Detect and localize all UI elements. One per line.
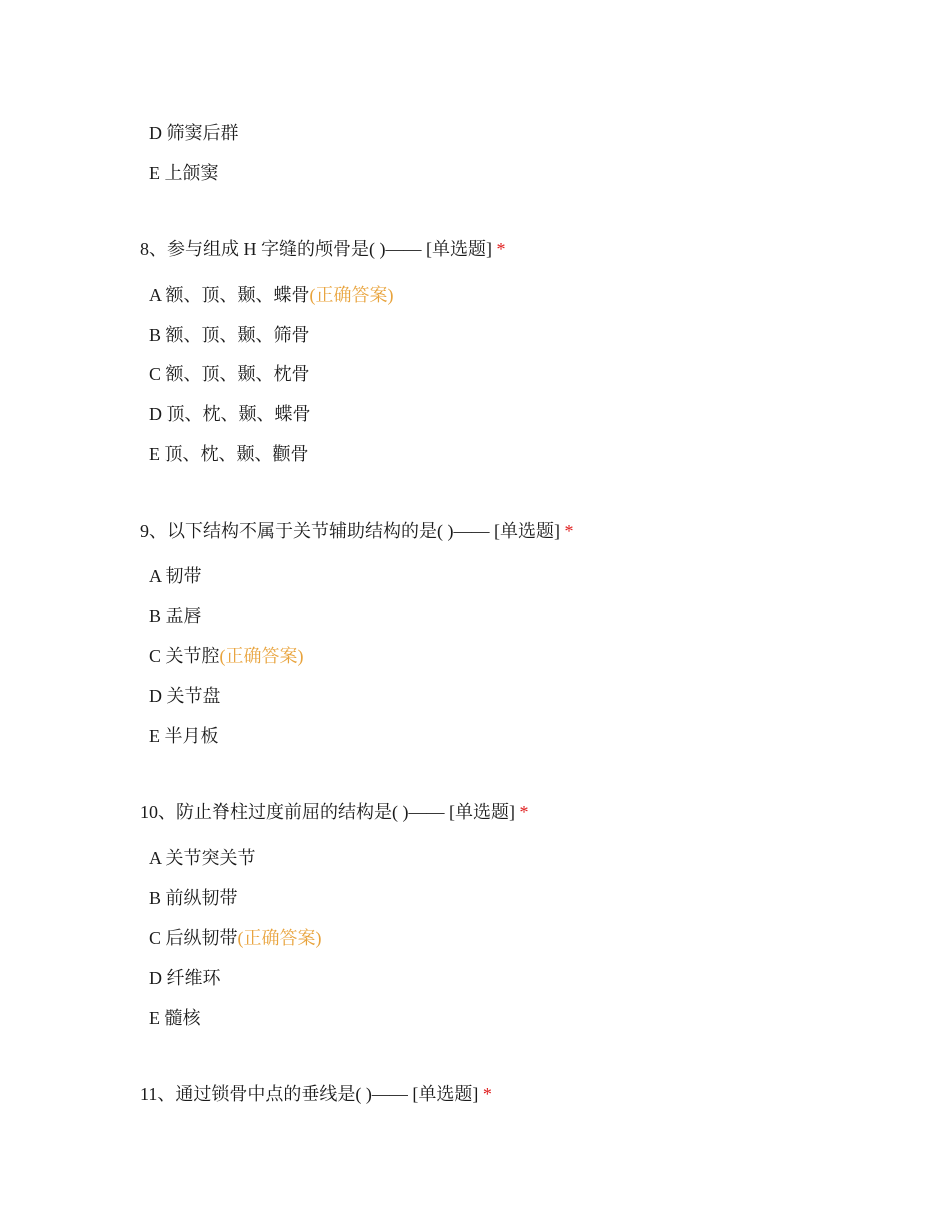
q9-option-a — [149, 563, 202, 589]
q10-option-c — [149, 925, 322, 951]
option-letter: E — [149, 726, 160, 746]
required-mark: * — [496, 239, 506, 259]
question-text: 8、参与组成 H 字缝的颅骨是( )—— [单选题] — [140, 239, 492, 259]
question-text: 11、通过锁骨中点的垂线是( )—— [单选题] — [140, 1084, 479, 1104]
required-mark: * — [564, 521, 574, 541]
question-text: 9、以下结构不属于关节辅助结构的是( )—— [单选题] — [140, 521, 560, 541]
required-mark: * — [482, 1084, 492, 1104]
q9-option-d — [149, 683, 221, 709]
q9-option-c — [149, 643, 304, 669]
q8-option-b — [149, 322, 310, 348]
option-letter: A — [149, 848, 162, 868]
option-text: 韧带 — [165, 566, 202, 586]
q9-option-b — [149, 603, 202, 629]
correct-answer-label: (正确答案) — [219, 646, 304, 666]
option-text: 髓核 — [164, 1008, 201, 1028]
option-text: 后纵韧带 — [165, 928, 238, 948]
option-letter: D — [149, 404, 162, 424]
option-text: 额、顶、颞、筛骨 — [165, 325, 310, 345]
option-text: 前纵韧带 — [165, 888, 238, 908]
option-letter: D — [149, 968, 162, 988]
option-text: 顶、枕、颞、颧骨 — [164, 444, 309, 464]
q9-title — [140, 518, 573, 544]
q10-option-d — [149, 965, 221, 991]
q8-title — [140, 236, 505, 262]
q10-option-b — [149, 885, 238, 911]
option-text: 关节盘 — [166, 686, 221, 706]
q8-option-e — [149, 441, 309, 467]
option-text: 半月板 — [164, 726, 219, 746]
option-letter: B — [149, 888, 162, 908]
option-letter: C — [149, 928, 162, 948]
option-letter: A — [149, 566, 162, 586]
option-letter: D — [149, 686, 162, 706]
option-text: 关节突关节 — [165, 848, 256, 868]
option-letter: D — [149, 123, 162, 143]
q8-option-d — [149, 401, 311, 427]
option-letter: C — [149, 646, 162, 666]
q10-option-e — [149, 1005, 201, 1031]
option-text: 顶、枕、颞、蝶骨 — [166, 404, 311, 424]
correct-answer-label: (正确答案) — [237, 928, 322, 948]
option-letter: A — [149, 285, 162, 305]
option-letter: E — [149, 1008, 160, 1028]
q8-option-c — [149, 361, 310, 387]
option-letter: B — [149, 606, 162, 626]
option-text: 纤维环 — [166, 968, 221, 988]
option-letter: E — [149, 163, 160, 183]
option-text: 盂唇 — [165, 606, 202, 626]
correct-answer-label: (正确答案) — [309, 285, 394, 305]
q7-option-e — [149, 160, 219, 186]
option-text: 上颌窦 — [164, 163, 219, 183]
q10-title — [140, 799, 528, 825]
option-text: 额、顶、颞、蝶骨 — [165, 285, 310, 305]
q10-option-a — [149, 845, 256, 871]
option-letter: E — [149, 444, 160, 464]
option-text: 关节腔 — [165, 646, 220, 666]
q7-option-d — [149, 120, 239, 146]
option-text: 筛窦后群 — [166, 123, 239, 143]
question-text: 10、防止脊柱过度前屈的结构是( )—— [单选题] — [140, 802, 515, 822]
q9-option-e — [149, 723, 219, 749]
required-mark: * — [519, 802, 529, 822]
q8-option-a — [149, 282, 394, 308]
option-letter: C — [149, 364, 162, 384]
option-letter: B — [149, 325, 162, 345]
q11-title — [140, 1081, 492, 1107]
option-text: 额、顶、颞、枕骨 — [165, 364, 310, 384]
